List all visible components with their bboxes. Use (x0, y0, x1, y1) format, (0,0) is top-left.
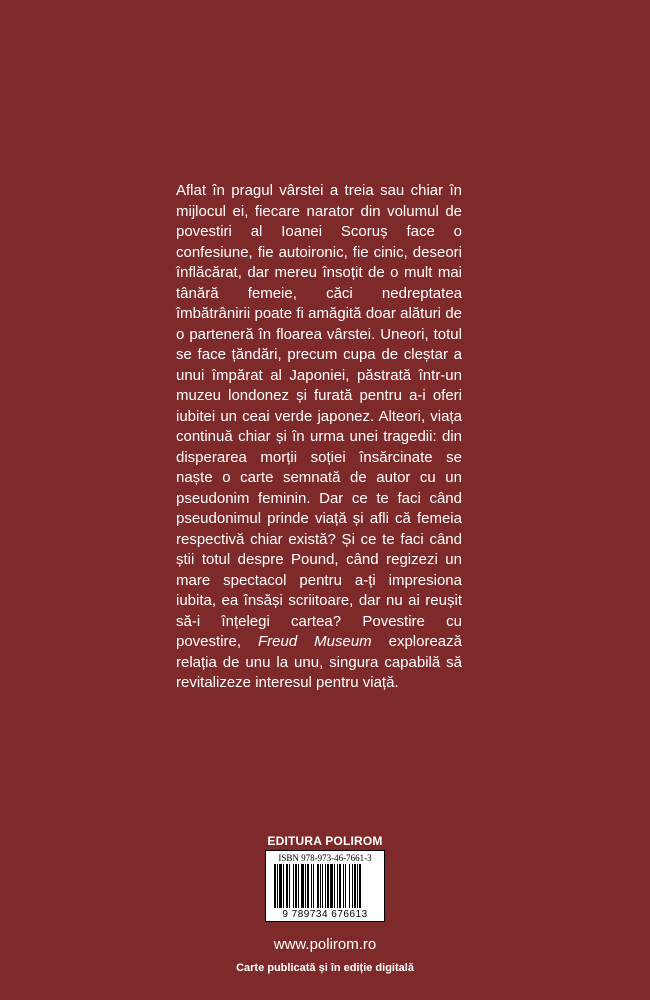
back-cover-blurb (176, 181, 462, 694)
blurb-text-part2: explorează relația de unu la unu, singura capabilă să revitalizeze interesul pentru viață. (176, 633, 462, 691)
publisher-website: www.polirom.ro (273, 936, 377, 953)
isbn-label: ISBN 978-973-46-7661-3 (278, 853, 372, 863)
publisher-name: EDITURA POLIROM (267, 834, 383, 848)
barcode-bars (274, 864, 378, 908)
digital-edition-note: Carte publicată și în ediție digitală (236, 962, 414, 974)
blurb-book-title: Freud Museum (258, 633, 372, 650)
blurb-text-part1: Aflat în pragul vârstei a treia sau chiar în mijlocul ei, fiecare narator din volumul de povestiri al Ioanei Scoruș face o confesiune, fie autoironic, fie cinic, deseori înflăcărat, dar mereu însoțit de o mult mai tânără femeie, căci nedreptatea îmbătrânirii poate fi amăgită doar alături de o parteneră în floarea vârstei. Uneori, totul se face țăndări, precum cupa de cleștar a unui împărat al Japoniei, păstrată într-un muzeu londonez și furată pentru a-i oferi iubitei un ceai verde japonez. Alteori, viața continuă chiar și în urma unei tragedii: din disperarea morții soției însărcinate se naște o carte semnată de autor cu un pseudonim feminin. Dar ce te faci când pseudonimul prinde viață și afli că femeia respectivă chiar există? Și ce te faci când știi totul despre Pound, când regizezi un mare spectacol pentru a-ți impresiona iubita, ea însăși scriitoare, dar nu ai reușit să-i înțelegi cartea? Povestire cu povestire, (176, 182, 462, 650)
isbn-barcode (265, 850, 385, 922)
barcode-digits: 9 789734 676613 (282, 909, 368, 920)
blurb-paragraph (176, 181, 462, 694)
